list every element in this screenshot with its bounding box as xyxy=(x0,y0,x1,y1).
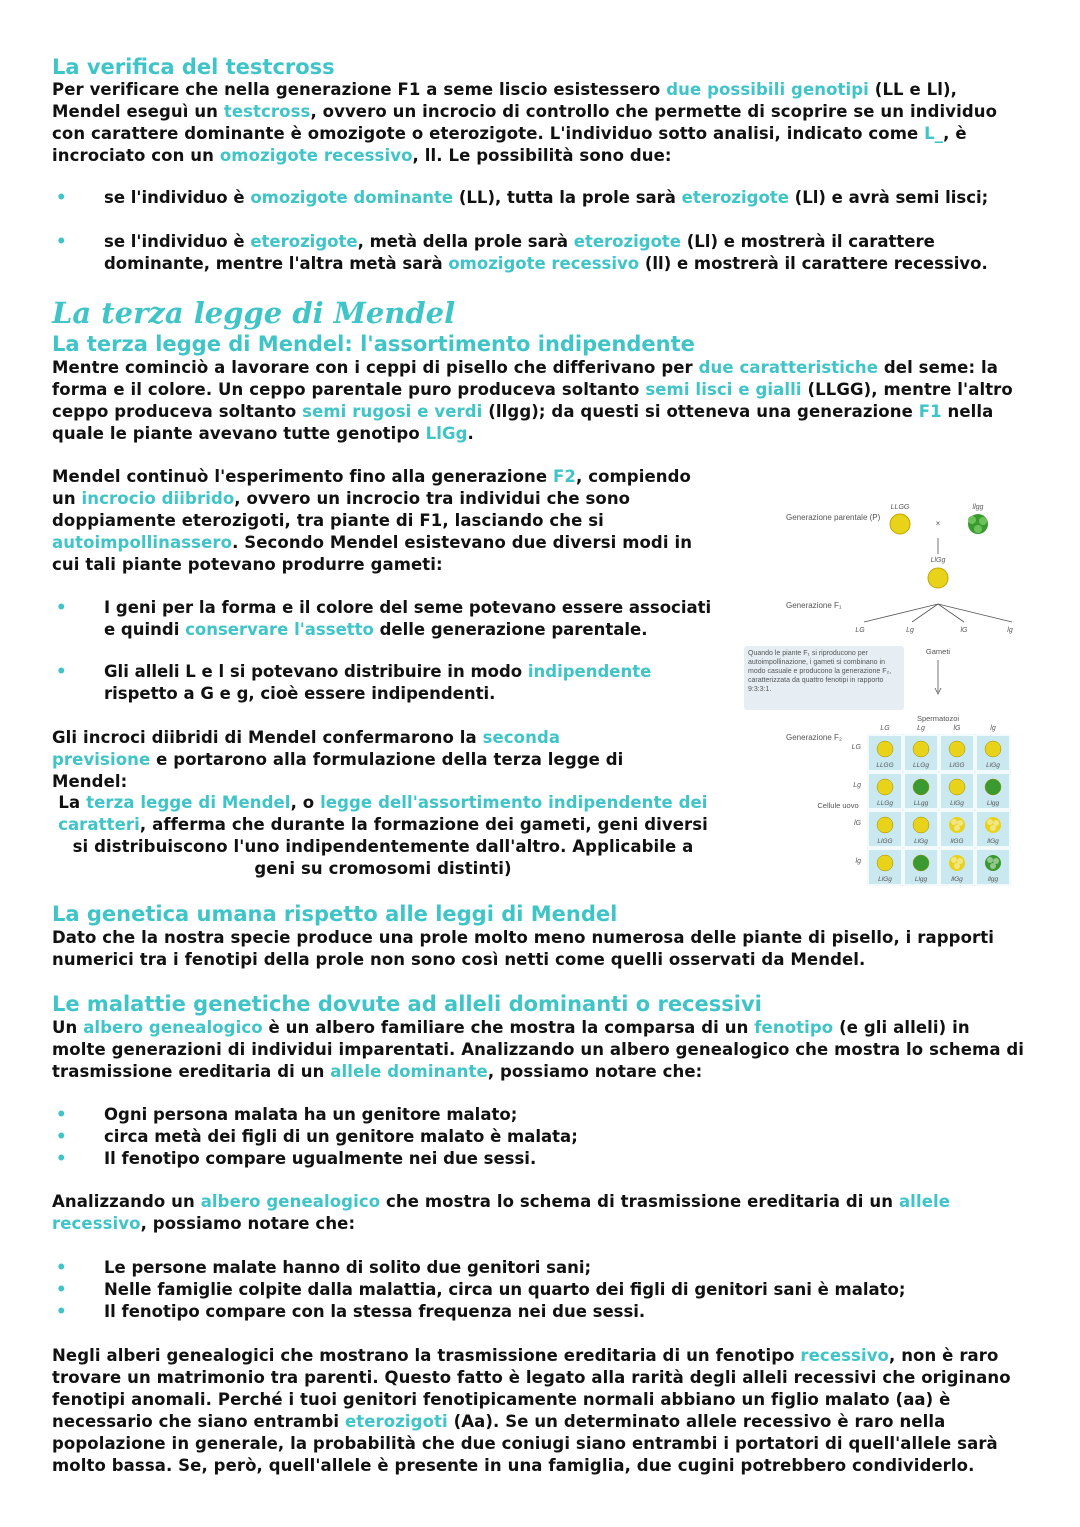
section-title-assortimento: La terza legge di Mendel: l'assortimento indipendente xyxy=(52,332,695,356)
text-run: , è incrociato con un xyxy=(52,124,967,165)
seed-smooth xyxy=(877,741,893,757)
egg-header: lG xyxy=(854,820,861,827)
seed-smooth xyxy=(913,817,929,833)
seed-smooth xyxy=(949,741,965,757)
seed-wrinkled xyxy=(985,855,1001,871)
highlighted-term: omozigote recessivo xyxy=(448,254,640,273)
genetica-umana-paragraph xyxy=(52,927,1028,971)
list-item: • circa metà dei figli di un genitore malato è malata; xyxy=(56,1127,578,1146)
text-run: , possiamo notare che: xyxy=(140,1214,356,1233)
figure-caption: Quando le piante F₁ si riproducono per autoimpollinazione, i gameti si combinano in modo casuale e producono la generazione F₂, caratterizzata da quattro fenotipi in rapporto 9:3:3:1. xyxy=(748,650,892,693)
highlighted-term: autoimpollinassero xyxy=(52,533,233,552)
egg-header: LG xyxy=(851,744,861,751)
gamete-label: lg xyxy=(1007,627,1013,634)
gamete-label: LG xyxy=(855,627,865,634)
section-title-genetica-umana: La genetica umana rispetto alle leggi di Mendel xyxy=(52,902,618,926)
text-run: (Ll) e avrà semi lisci; xyxy=(788,188,989,207)
section-script-title: La terza legge di Mendel xyxy=(52,296,456,330)
sperm-header: LG xyxy=(880,725,890,732)
highlighted-term: due caratteristiche xyxy=(698,358,879,377)
text-run: , metà della prole sarà xyxy=(357,232,574,251)
section-title-testcross: La verifica del testcross xyxy=(52,55,335,79)
cell-genotype: Llgg xyxy=(914,876,928,883)
text-run: (e gli alleli) in molte generazioni di individui imparentati. Analizzando un albero genealogico che mostra lo schema di trasmissione ereditaria di un xyxy=(52,1018,1025,1081)
seed-wrinkled xyxy=(985,817,1001,833)
cell-genotype: LLGg xyxy=(913,762,929,769)
cell-genotype: LlGg xyxy=(986,762,1000,769)
parent2-genotype: llgg xyxy=(972,504,984,511)
text-run: Analizzando un xyxy=(52,1192,201,1211)
text-run: (LLGG), mentre l'altro ceppo produceva soltanto xyxy=(52,380,1013,421)
text-run: Ogni persona malata ha un genitore malato; xyxy=(104,1105,518,1124)
text-run: Il fenotipo compare con la stessa frequenza nei due sessi. xyxy=(104,1302,646,1321)
text-run: , compiendo un xyxy=(52,467,691,508)
highlighted-term: recessivo xyxy=(800,1346,889,1365)
cross-symbol: × xyxy=(935,519,941,528)
cell-genotype: llGG xyxy=(950,838,964,845)
seed-smooth xyxy=(877,817,893,833)
text-run: (Ll) e mostrerà il carattere dominante, mentre l'altra metà sarà xyxy=(104,232,935,273)
seed-smooth xyxy=(913,855,929,871)
highlighted-term: LlGg xyxy=(425,424,468,443)
highlighted-term: testcross xyxy=(223,102,311,121)
cell-genotype: LlGg xyxy=(878,876,892,883)
text-run: che mostra lo schema di trasmissione ereditaria di un xyxy=(380,1192,899,1211)
highlighted-term: semi lisci e gialli xyxy=(645,380,802,399)
malattie-paragraph xyxy=(52,1017,1028,1083)
f1-genotype: LlGg xyxy=(930,557,946,564)
highlighted-term: legge dell'assortimento indipendente dei caratteri xyxy=(58,793,708,834)
cell-genotype: llGg xyxy=(987,838,999,845)
cell-genotype: LlGG xyxy=(877,838,893,845)
text-run: , ll. Le possibilità sono due: xyxy=(412,146,672,165)
cell-genotype: LlGg xyxy=(914,838,928,845)
text-run: del seme: la forma e il colore. Un ceppo parentale puro produceva soltanto xyxy=(52,358,999,399)
highlighted-term: terza legge di Mendel xyxy=(86,793,291,812)
sperm-label: Spermatozoi xyxy=(916,714,960,723)
text-run: è un albero familiare che mostra la comparsa di un xyxy=(262,1018,755,1037)
text-run: I geni per la forma e il colore del seme potevano essere associati e quindi xyxy=(104,598,712,639)
text-run: circa metà dei figli di un genitore malato è malata; xyxy=(104,1127,578,1146)
text-run: nella quale le piante avevano tutte genotipo xyxy=(52,402,994,443)
text-run: Un xyxy=(52,1018,84,1037)
highlighted-term: semi rugosi e verdi xyxy=(302,402,483,421)
cell-genotype: LLGG xyxy=(876,762,894,769)
text-run: . Secondo Mendel esistevano due diversi modi in cui tali piante potevano produrre gameti: xyxy=(52,533,693,574)
f2-label: Generazione F₂ xyxy=(786,733,843,742)
highlighted-term: seconda previsione xyxy=(52,728,561,769)
section-title-malattie: Le malattie genetiche dovute ad alleli dominanti o recessivi xyxy=(52,992,762,1016)
consanguinei-paragraph xyxy=(52,1345,1028,1477)
egg-header: lg xyxy=(855,858,861,865)
highlighted-term: indipendente xyxy=(527,662,652,681)
highlighted-term: eterozigoti xyxy=(344,1412,448,1431)
cell-genotype: Llgg xyxy=(986,800,1000,807)
egg-label-1: Cellule uovo xyxy=(817,801,859,810)
terza-legge-statement xyxy=(52,792,714,880)
text-run: se l'individuo è xyxy=(104,232,251,251)
assortimento-paragraph xyxy=(52,357,1028,445)
seed-smooth xyxy=(877,779,893,795)
text-run: Dato che la nostra specie produce una prole molto meno numerosa delle piante di pisello, i rapporti numerici tra i fenotipi della prole non sono così netti come quelli osservati da Mendel. xyxy=(52,928,994,969)
text-run: e portarono alla formulazione della terza legge di Mendel: xyxy=(52,750,624,791)
highlighted-term: F2 xyxy=(553,467,576,486)
text-run: . xyxy=(467,424,474,443)
text-run: La xyxy=(58,793,87,812)
text-run: Le persone malate hanno di solito due genitori sani; xyxy=(104,1258,592,1277)
f1-seed xyxy=(928,568,948,588)
list-item: • se l'individuo è omozigote dominante (LL), tutta la prole sarà eterozigote (Ll) e avrà semi lisci; xyxy=(56,188,989,207)
highlighted-term: eterozigote xyxy=(573,232,681,251)
text-run: Nelle famiglie colpite dalla malattia, circa un quarto dei figli di genitori sani è malato; xyxy=(104,1280,906,1299)
highlighted-term: due possibili genotipi xyxy=(666,80,869,99)
highlighted-term: eterozigote xyxy=(681,188,789,207)
highlighted-term: omozigote dominante xyxy=(250,188,454,207)
text-run: , non è raro trovare un matrimonio tra parenti. Questo fatto è legato alla rarità degli alleli recessivi che originano fenotipi anomali. Perché i tuoi genitori fenotipicamente normali abbiano un figlio malato (aa) è necessario che siano entrambi xyxy=(52,1346,1011,1431)
seed-smooth xyxy=(985,741,1001,757)
list-item: • Il fenotipo compare ugualmente nei due sessi. xyxy=(56,1149,537,1168)
list-item: • Gli alleli L e l si potevano distribuire in modo indipendente rispetto a G e g, cioè essere indipendenti. xyxy=(56,662,652,703)
text-run: se l'individuo è xyxy=(104,188,251,207)
diibrido-paragraph xyxy=(52,466,694,576)
parent1-seed xyxy=(890,514,910,534)
sperm-header: lG xyxy=(953,725,961,732)
gamete-label: lG xyxy=(960,627,968,634)
highlighted-term: L_ xyxy=(924,124,944,143)
text-run: Gli alleli L e l si potevano distribuire in modo xyxy=(104,662,528,681)
list-item: • Il fenotipo compare con la stessa frequenza nei due sessi. xyxy=(56,1302,646,1321)
parent2-seed xyxy=(968,514,988,534)
seed-smooth xyxy=(985,779,1001,795)
highlighted-term: allele dominante xyxy=(330,1062,488,1081)
highlighted-term: conservare l'assetto xyxy=(185,620,374,639)
cell-genotype: LlGG xyxy=(949,762,965,769)
cell-genotype: LLgg xyxy=(913,800,929,807)
seed-smooth xyxy=(949,779,965,795)
text-run: Mentre cominciò a lavorare con i ceppi di pisello che differivano per xyxy=(52,358,699,377)
seed-wrinkled xyxy=(949,817,965,833)
highlighted-term: F1 xyxy=(918,402,942,421)
f1-label: Generazione F₁ xyxy=(786,601,842,610)
text-run: (llgg); da questi si otteneva una generazione xyxy=(482,402,919,421)
recessivo-paragraph xyxy=(52,1191,1028,1235)
seed-smooth xyxy=(877,855,893,871)
text-run: delle generazione parentale. xyxy=(373,620,648,639)
list-item: • se l'individuo è eterozigote, metà della prole sarà eterozigote (Ll) e mostrerà il carattere dominante, mentre l'altra metà sarà omozigote recessivo (ll) e mostrerà il carattere recessivo. xyxy=(56,232,988,273)
previsione-paragraph xyxy=(52,727,660,793)
text-run: Per verificare che nella generazione F1 a seme liscio esistessero xyxy=(52,80,667,99)
text-run: (LL), tutta la prole sarà xyxy=(453,188,682,207)
highlighted-term: omozigote recessivo xyxy=(219,146,413,165)
cell-genotype: LlGg xyxy=(950,800,964,807)
highlighted-term: fenotipo xyxy=(754,1018,834,1037)
text-run: Gli incroci diibridi di Mendel confermarono la xyxy=(52,728,483,747)
text-run: , ovvero un incrocio tra individui che sono doppiamente eterozigoti, tra piante di F1, lasciando che si xyxy=(52,489,631,530)
list-item: • Nelle famiglie colpite dalla malattia, circa un quarto dei figli di genitori sani è malato; xyxy=(56,1280,906,1299)
seed-smooth xyxy=(913,779,929,795)
highlighted-term: incrocio diibrido xyxy=(81,489,235,508)
list-item: • Le persone malate hanno di solito due genitori sani; xyxy=(56,1258,592,1277)
text-run: (Aa). Se un determinato allele recessivo è raro nella popolazione in generale, la probabilità che due coniugi siano entrambi i portatori di quell'allele sarà molto bassa. Se, però, quell'allele è presente in una famiglia, due cugini potrebbero condividerlo. xyxy=(52,1412,998,1475)
text-run: Negli alberi genealogici che mostrano la trasmissione ereditaria di un fenotipo xyxy=(52,1346,801,1365)
dihybrid-cross-figure xyxy=(742,494,1048,889)
punnett-square xyxy=(852,725,1011,886)
gameti-label: Gameti xyxy=(925,647,951,656)
highlighted-term: albero genealogico xyxy=(83,1018,263,1037)
text-run: Il fenotipo compare ugualmente nei due sessi. xyxy=(104,1149,537,1168)
highlighted-term: albero genealogico xyxy=(200,1192,381,1211)
seed-wrinkled xyxy=(949,855,965,871)
highlighted-term: eterozigote xyxy=(250,232,358,251)
parent1-genotype: LLGG xyxy=(890,504,910,511)
text-run: , possiamo notare che: xyxy=(487,1062,703,1081)
text-run: , afferma che durante la formazione dei gameti, geni diversi si distribuiscono l'uno indipendentemente dall'altro. Applicabile a geni su cromosomi distinti) xyxy=(72,815,708,878)
testcross-paragraph xyxy=(52,79,1028,167)
highlighted-term: allele recessivo xyxy=(52,1192,951,1233)
text-run: rispetto a G e g, cioè essere indipendenti. xyxy=(104,684,496,703)
sperm-header: Lg xyxy=(917,725,925,732)
cell-genotype: llgg xyxy=(987,876,999,883)
text-run: Mendel continuò l'esperimento fino alla generazione xyxy=(52,467,554,486)
egg-header: Lg xyxy=(853,782,861,789)
text-run: , ovvero un incrocio di controllo che permette di scoprire se un individuo con carattere dominante è omozigote o eterozigote. L'individuo sotto analisi, indicato come xyxy=(52,102,998,143)
parental-label: Generazione parentale (P) xyxy=(786,513,881,522)
text-run: (ll) e mostrerà il carattere recessivo. xyxy=(639,254,988,273)
text-run: , o xyxy=(290,793,321,812)
list-item: • Ogni persona malata ha un genitore malato; xyxy=(56,1105,518,1124)
gamete-label: Lg xyxy=(906,627,914,634)
sperm-header: lg xyxy=(990,725,996,732)
list-item: • I geni per la forma e il colore del seme potevano essere associati e quindi conservare l'assetto delle generazione parentale. xyxy=(56,598,712,639)
text-run: (LL e Ll), Mendel eseguì un xyxy=(52,80,958,121)
cell-genotype: LLGg xyxy=(877,800,893,807)
cell-genotype: llGg xyxy=(951,876,963,883)
seed-smooth xyxy=(913,741,929,757)
